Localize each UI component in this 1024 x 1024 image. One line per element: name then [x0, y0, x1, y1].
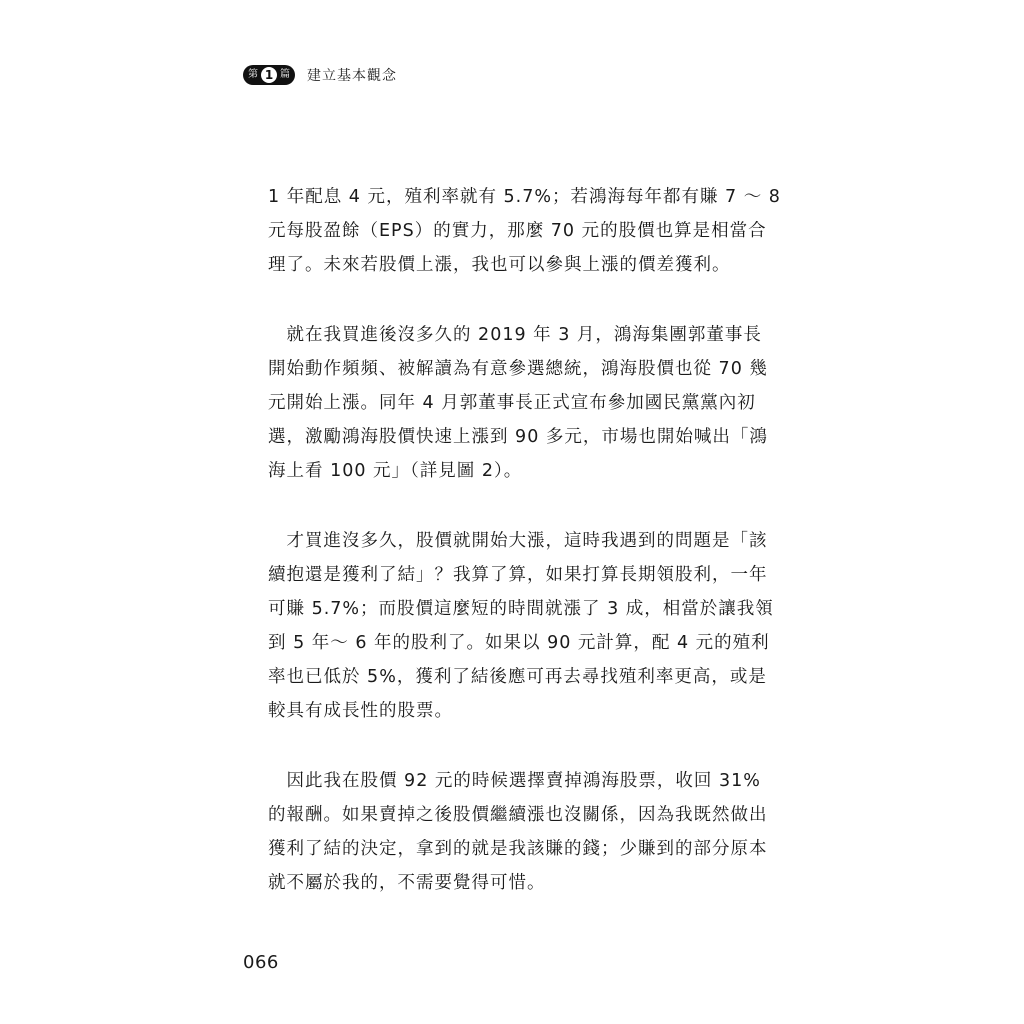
text-line: 因此我在股價 92 元的時候選擇賣掉鴻海股票，收回 31%	[268, 771, 761, 791]
paragraph-3	[268, 524, 774, 728]
text-line: 元每股盈餘（EPS）的實力，那麼 70 元的股價也算是相當合	[268, 221, 767, 241]
text-line: 開始動作頻頻、被解讀為有意參選總統，鴻海股價也從 70 幾	[268, 359, 768, 379]
text-line: 到 5 年～ 6 年的股利了。如果以 90 元計算，配 4 元的殖利	[268, 633, 770, 653]
section-title: 建立基本觀念	[307, 68, 397, 84]
chapter-prefix: 第	[248, 69, 258, 80]
text-line: 的報酬。如果賣掉之後股價繼續漲也沒關係，因為我既然做出	[268, 805, 768, 825]
page-number: 066	[243, 952, 279, 973]
text-line: 1 年配息 4 元，殖利率就有 5.7%；若鴻海每年都有賺 7 ～ 8	[268, 187, 781, 207]
text-line: 理了。未來若股價上漲，我也可以參與上漲的價差獲利。	[268, 255, 731, 275]
text-line: 可賺 5.7%；而股價這麼短的時間就漲了 3 成，相當於讓我領	[268, 599, 774, 619]
text-line: 率也已低於 5%，獲利了結後應可再去尋找殖利率更高，或是	[268, 667, 767, 687]
body-text	[268, 180, 781, 936]
running-header	[243, 64, 397, 86]
paragraph-1	[268, 180, 781, 282]
text-line: 海上看 100 元」（詳見圖 2）。	[268, 461, 523, 481]
paragraph-2	[268, 318, 768, 488]
chapter-number: 1	[261, 67, 277, 83]
paragraph-4	[268, 764, 768, 900]
chapter-badge	[243, 65, 295, 85]
text-line: 就在我買進後沒多久的 2019 年 3 月，鴻海集團郭董事長	[268, 325, 762, 345]
text-line: 較具有成長性的股票。	[268, 701, 453, 721]
chapter-suffix: 篇	[280, 69, 290, 80]
text-line: 才買進沒多久，股價就開始大漲，這時我遇到的問題是「該	[268, 531, 768, 551]
text-line: 續抱還是獲利了結」？我算了算，如果打算長期領股利，一年	[268, 565, 768, 585]
text-line: 選，激勵鴻海股價快速上漲到 90 多元，市場也開始喊出「鴻	[268, 427, 768, 447]
text-line: 元開始上漲。同年 4 月郭董事長正式宣布參加國民黨黨內初	[268, 393, 756, 413]
text-line: 就不屬於我的，不需要覺得可惜。	[268, 873, 546, 893]
text-line: 獲利了結的決定，拿到的就是我該賺的錢；少賺到的部分原本	[268, 839, 768, 859]
